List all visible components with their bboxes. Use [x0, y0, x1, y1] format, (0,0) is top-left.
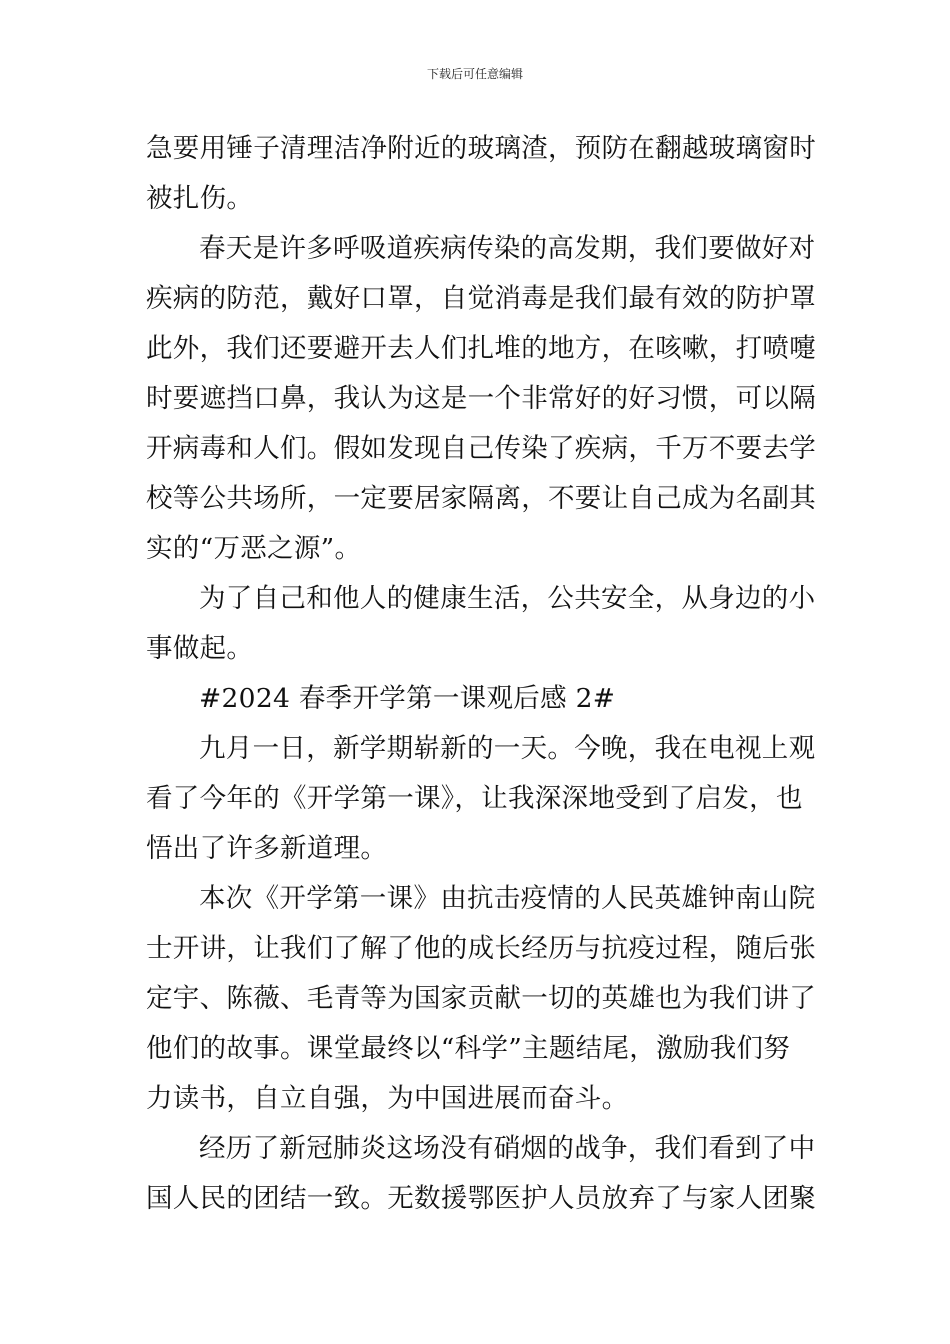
- text-line: 士开讲，让我们了解了他的成长经历与抗疫过程，随后张: [146, 933, 816, 964]
- text-line: 急要用锤子清理洁净附近的玻璃渣，预防在翻越玻璃窗时: [146, 133, 816, 164]
- paragraph-1: [146, 124, 816, 224]
- paragraph-5: [146, 874, 816, 1124]
- text-line: 事做起。: [146, 633, 254, 664]
- text-line: 时要遮挡口鼻，我认为这是一个非常好的好习惯，可以隔: [146, 383, 816, 414]
- text-line: #2024 春季开学第一课观后感 2#: [199, 683, 616, 714]
- text-line: 国人民的团结一致。无数援鄂医护人员放弃了与家人团聚: [146, 1183, 816, 1214]
- text-line: 实的“万恶之源”。: [146, 533, 362, 564]
- paragraph-2: [146, 224, 816, 574]
- paragraph-3: [146, 574, 816, 674]
- text-line: 为了自己和他人的健康生活，公共安全，从身边的小: [199, 583, 816, 614]
- text-line: 经历了新冠肺炎这场没有硝烟的战争，我们看到了中: [199, 1133, 816, 1164]
- text-line: 看了今年的《开学第一课》，让我深深地受到了启发，也: [146, 783, 803, 814]
- text-line: 此外，我们还要避开去人们扎堆的地方，在咳嗽，打喷嚏: [146, 333, 816, 364]
- section-heading: [146, 674, 806, 724]
- text-line: 春天是许多呼吸道疾病传染的高发期，我们要做好对: [199, 233, 816, 264]
- text-line: 被扎伤。: [146, 183, 254, 214]
- text-line: 本次《开学第一课》由抗击疫情的人民英雄钟南山院: [199, 883, 816, 914]
- page-header: 下载后可任意编辑: [426, 67, 523, 81]
- text-line: 悟出了许多新道理。: [146, 833, 388, 864]
- paragraph-6: [146, 1124, 816, 1224]
- text-line: 开病毒和人们。假如发现自己传染了疾病，千万不要去学: [146, 433, 816, 464]
- text-line: 疾病的防范，戴好口罩，自觉消毒是我们最有效的防护罩: [146, 283, 816, 314]
- text-line: 他们的故事。课堂最终以“科学”主题结尾，激励我们努: [146, 1033, 791, 1064]
- text-line: 定宇、陈薇、毛青等为国家贡献一切的英雄也为我们讲了: [146, 983, 816, 1014]
- body-text: [146, 124, 816, 1224]
- paragraph-4: [146, 724, 816, 874]
- text-line: 力读书，自立自强，为中国进展而奋斗。: [146, 1083, 629, 1114]
- text-line: 九月一日，新学期崭新的一天。今晚，我在电视上观: [199, 733, 816, 764]
- text-line: 校等公共场所，一定要居家隔离，不要让自己成为名副其: [146, 483, 816, 514]
